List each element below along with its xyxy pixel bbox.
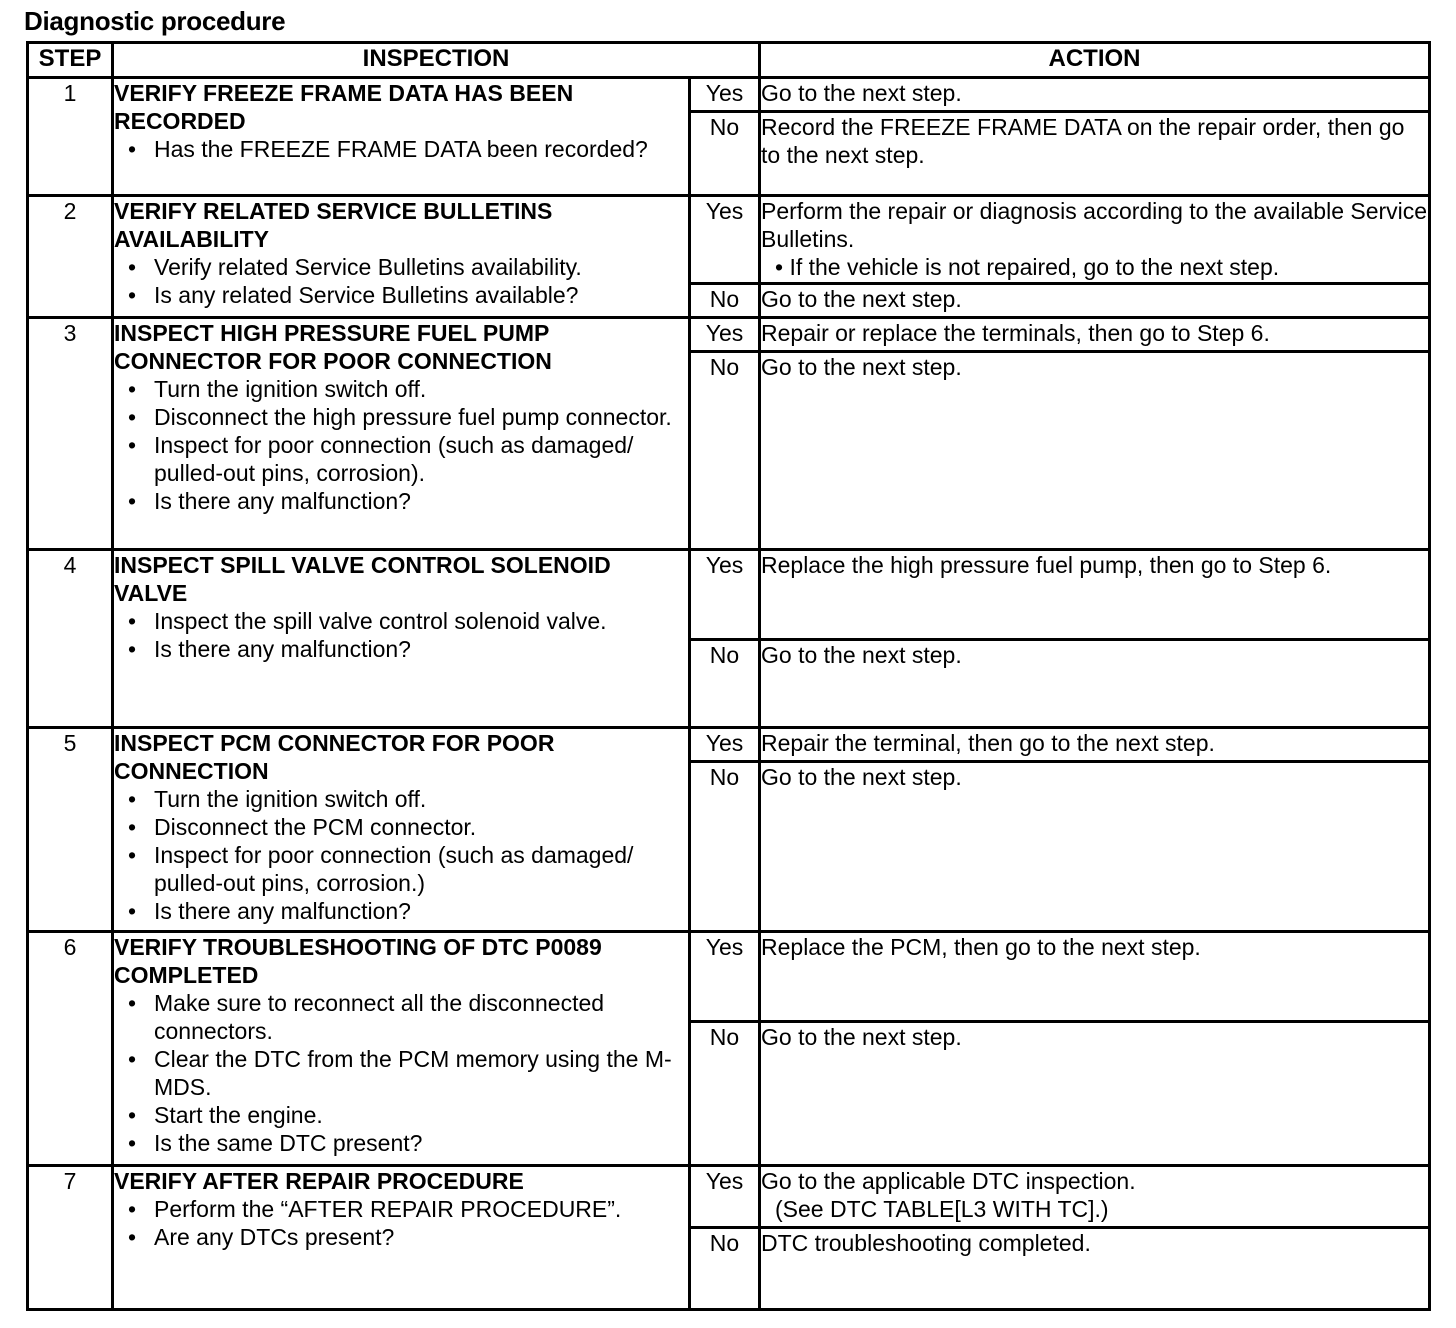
yes-action-note: (See DTC TABLE[L3 WITH TC].): [775, 1196, 1109, 1222]
no-label: No: [690, 112, 760, 196]
yes-action: Perform the repair or diagnosis according to the available Service Bulletins. • If the vehicle is not repaired, go to the next step.: [760, 196, 1430, 284]
inspection-bullets: [114, 1195, 688, 1251]
step-number: 5: [28, 728, 113, 932]
no-action: Go to the next step.: [760, 284, 1430, 318]
inspection-title: INSPECT SPILL VALVE CONTROL SOLENOID VALVE: [114, 552, 611, 606]
step-row: [28, 932, 1430, 1022]
step-header: STEP: [28, 43, 113, 78]
no-label: No: [690, 762, 760, 932]
no-action: Go to the next step.: [760, 640, 1430, 728]
yes-action: Repair or replace the terminals, then go to Step 6.: [760, 318, 1430, 352]
yes-action-note: • If the vehicle is not repaired, go to the next step.: [775, 254, 1280, 280]
action-header: ACTION: [760, 43, 1430, 78]
diagnostic-procedure-table: [26, 41, 1431, 1311]
no-action: DTC troubleshooting completed.: [760, 1228, 1430, 1310]
no-label: No: [690, 352, 760, 550]
yes-label: Yes: [690, 1166, 760, 1228]
no-label: No: [690, 1228, 760, 1310]
step-number: 4: [28, 550, 113, 728]
inspection-bullet-item: • Make sure to reconnect all the disconnected connectors.: [114, 989, 688, 1045]
inspection-bullet-item: • Inspect for poor connection (such as damaged/ pulled-out pins, corrosion.): [114, 841, 688, 897]
inspection-cell: [113, 196, 690, 318]
inspection-header: INSPECTION: [113, 43, 760, 78]
no-label: No: [690, 284, 760, 318]
no-action: Go to the next step.: [760, 1022, 1430, 1166]
yes-action: Repair the terminal, then go to the next step.: [760, 728, 1430, 762]
no-action: Go to the next step.: [760, 762, 1430, 932]
inspection-bullet-item: • Is there any malfunction?: [114, 635, 688, 663]
inspection-bullet-item: • Turn the ignition switch off.: [114, 785, 688, 813]
inspection-bullet-item: • Disconnect the high pressure fuel pump connector.: [114, 403, 688, 431]
inspection-bullets: [114, 135, 688, 163]
inspection-bullet-item: • Inspect for poor connection (such as damaged/ pulled-out pins, corrosion).: [114, 431, 688, 487]
inspection-title: INSPECT HIGH PRESSURE FUEL PUMP CONNECTOR FOR POOR CONNECTION: [114, 320, 552, 374]
inspection-bullets: [114, 785, 688, 925]
step-number: 7: [28, 1166, 113, 1310]
yes-label: Yes: [690, 550, 760, 640]
inspection-title: INSPECT PCM CONNECTOR FOR POOR CONNECTION: [114, 730, 555, 784]
yes-label: Yes: [690, 728, 760, 762]
yes-action: Replace the PCM, then go to the next step.: [760, 932, 1430, 1022]
step-row: [28, 550, 1430, 640]
yes-label: Yes: [690, 196, 760, 284]
step-number: 3: [28, 318, 113, 550]
inspection-bullet-item: • Is there any malfunction?: [114, 487, 688, 515]
inspection-bullet-item: • Is there any malfunction?: [114, 897, 688, 925]
inspection-title: VERIFY FREEZE FRAME DATA HAS BEEN RECORDED: [114, 80, 574, 134]
inspection-title: VERIFY TROUBLESHOOTING OF DTC P0089 COMPLETED: [114, 934, 602, 988]
inspection-bullet-item: • Start the engine.: [114, 1101, 688, 1129]
step-number: 6: [28, 932, 113, 1166]
step-row: [28, 196, 1430, 284]
yes-label: Yes: [690, 318, 760, 352]
yes-action: Go to the next step.: [760, 78, 1430, 112]
step-number: 2: [28, 196, 113, 318]
inspection-bullet-item: • Perform the “AFTER REPAIR PROCEDURE”.: [114, 1195, 688, 1223]
inspection-bullet-item: • Is the same DTC present?: [114, 1129, 688, 1157]
yes-action: Replace the high pressure fuel pump, then go to Step 6.: [760, 550, 1430, 640]
inspection-bullet-item: • Clear the DTC from the PCM memory using the M-MDS.: [114, 1045, 688, 1101]
inspection-bullets: [114, 989, 688, 1157]
step-number: 1: [28, 78, 113, 196]
inspection-title: VERIFY AFTER REPAIR PROCEDURE: [114, 1168, 524, 1194]
step-row: [28, 318, 1430, 352]
step-row: [28, 78, 1430, 112]
step-row: [28, 728, 1430, 762]
inspection-bullet-item: • Turn the ignition switch off.: [114, 375, 688, 403]
yes-label: Yes: [690, 932, 760, 1022]
yes-action: Go to the applicable DTC inspection. (See DTC TABLE[L3 WITH TC].): [760, 1166, 1430, 1228]
inspection-cell: [113, 932, 690, 1166]
inspection-bullets: [114, 375, 688, 515]
inspection-bullets: [114, 607, 688, 663]
no-action: Record the FREEZE FRAME DATA on the repair order, then go to the next step.: [760, 112, 1430, 196]
inspection-bullet-item: • Verify related Service Bulletins availability.: [114, 253, 688, 281]
inspection-cell: [113, 1166, 690, 1310]
inspection-cell: [113, 318, 690, 550]
inspection-bullet-item: • Inspect the spill valve control solenoid valve.: [114, 607, 688, 635]
inspection-bullet-item: • Is any related Service Bulletins available?: [114, 281, 688, 309]
inspection-cell: [113, 550, 690, 728]
page-title: Diagnostic procedure: [24, 6, 286, 36]
step-row: [28, 1166, 1430, 1228]
inspection-cell: [113, 78, 690, 196]
header-row: [28, 43, 1430, 78]
inspection-bullet-item: • Are any DTCs present?: [114, 1223, 688, 1251]
yes-label: Yes: [690, 78, 760, 112]
inspection-bullet-item: • Has the FREEZE FRAME DATA been recorded?: [114, 135, 688, 163]
inspection-bullet-item: • Disconnect the PCM connector.: [114, 813, 688, 841]
inspection-bullets: [114, 253, 688, 309]
no-label: No: [690, 640, 760, 728]
inspection-cell: [113, 728, 690, 932]
inspection-title: VERIFY RELATED SERVICE BULLETINS AVAILABILITY: [114, 198, 553, 252]
no-label: No: [690, 1022, 760, 1166]
no-action: Go to the next step.: [760, 352, 1430, 550]
